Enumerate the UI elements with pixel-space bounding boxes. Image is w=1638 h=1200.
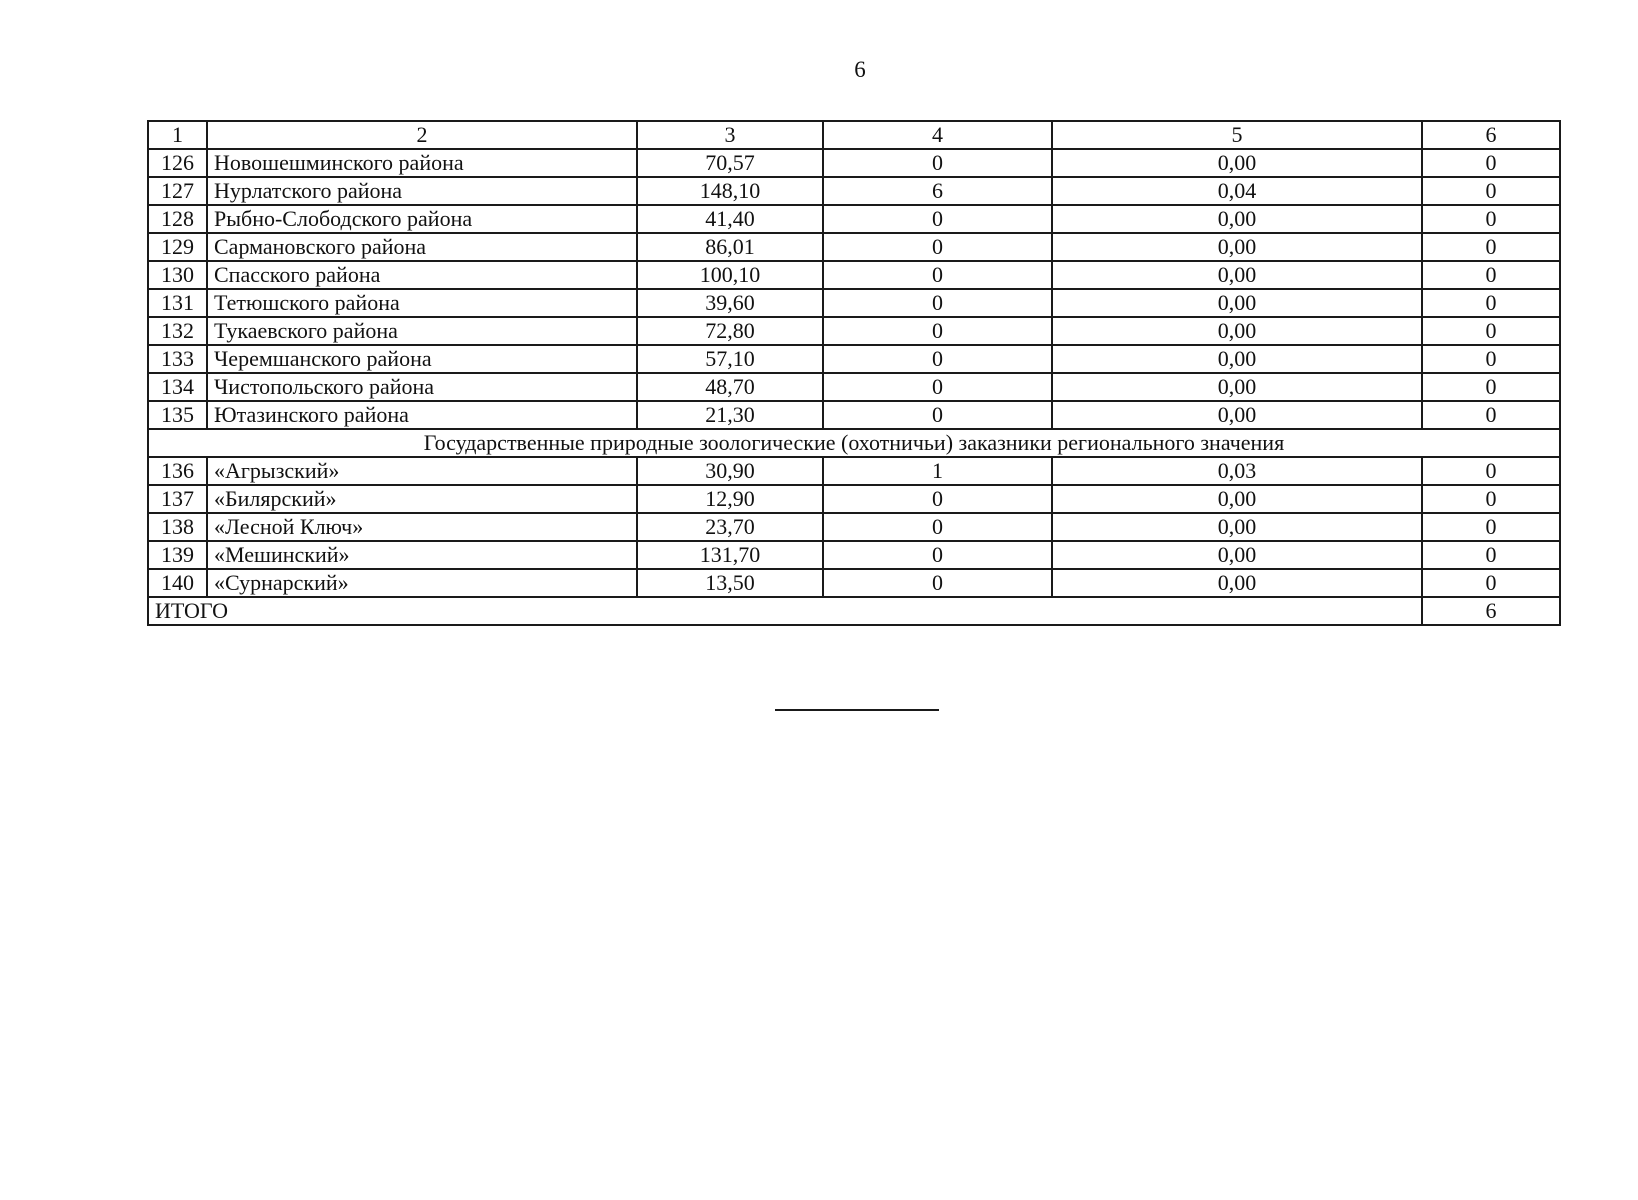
row-name: Тетюшского района: [207, 289, 637, 317]
row-col-5: 0,00: [1052, 401, 1422, 429]
row-name: Рыбно-Слободского района: [207, 205, 637, 233]
row-col-4: 0: [823, 569, 1052, 597]
row-name: «Лесной Ключ»: [207, 513, 637, 541]
table-row: [148, 317, 1560, 345]
row-col-6: 0: [1422, 289, 1560, 317]
row-col-5: 0,00: [1052, 345, 1422, 373]
row-col-6: 0: [1422, 457, 1560, 485]
total-row: [148, 597, 1560, 625]
row-col-3: 70,57: [637, 149, 823, 177]
header-row: [148, 121, 1560, 149]
section-title: Государственные природные зоологические (охотничьи) заказники регионального значения: [148, 429, 1560, 457]
row-col-3: 148,10: [637, 177, 823, 205]
row-number: 133: [148, 345, 207, 373]
row-number: 128: [148, 205, 207, 233]
row-col-3: 21,30: [637, 401, 823, 429]
row-col-4: 0: [823, 317, 1052, 345]
row-number: 138: [148, 513, 207, 541]
table-row: [148, 541, 1560, 569]
row-col-6: 0: [1422, 373, 1560, 401]
header-cell-6: 6: [1422, 121, 1560, 149]
row-name: Сармановского района: [207, 233, 637, 261]
row-col-5: 0,00: [1052, 289, 1422, 317]
table-row: [148, 401, 1560, 429]
total-value: 6: [1422, 597, 1560, 625]
row-col-5: 0,00: [1052, 233, 1422, 261]
table-row: [148, 261, 1560, 289]
table-row: [148, 485, 1560, 513]
row-col-4: 0: [823, 149, 1052, 177]
row-col-4: 0: [823, 261, 1052, 289]
row-col-5: 0,00: [1052, 373, 1422, 401]
row-col-5: 0,00: [1052, 485, 1422, 513]
row-name: Новошешминского района: [207, 149, 637, 177]
table-row: [148, 289, 1560, 317]
row-name: «Мешинский»: [207, 541, 637, 569]
data-table: [147, 120, 1561, 626]
row-col-6: 0: [1422, 317, 1560, 345]
row-col-3: 72,80: [637, 317, 823, 345]
row-name: Чистопольского района: [207, 373, 637, 401]
row-col-3: 48,70: [637, 373, 823, 401]
header-cell-1: 1: [148, 121, 207, 149]
row-number: 130: [148, 261, 207, 289]
row-name: Ютазинского района: [207, 401, 637, 429]
row-col-4: 0: [823, 289, 1052, 317]
row-number: 137: [148, 485, 207, 513]
row-name: «Сурнарский»: [207, 569, 637, 597]
row-col-3: 41,40: [637, 205, 823, 233]
row-number: 126: [148, 149, 207, 177]
row-col-3: 12,90: [637, 485, 823, 513]
row-col-4: 0: [823, 233, 1052, 261]
row-col-4: 0: [823, 345, 1052, 373]
row-name: Нурлатского района: [207, 177, 637, 205]
row-col-3: 13,50: [637, 569, 823, 597]
row-name: Черемшанского района: [207, 345, 637, 373]
table-row: [148, 373, 1560, 401]
row-col-3: 100,10: [637, 261, 823, 289]
row-name: «Билярский»: [207, 485, 637, 513]
row-col-3: 23,70: [637, 513, 823, 541]
row-number: 140: [148, 569, 207, 597]
row-number: 139: [148, 541, 207, 569]
table-row: [148, 513, 1560, 541]
row-col-4: 1: [823, 457, 1052, 485]
row-number: 136: [148, 457, 207, 485]
row-name: «Агрызский»: [207, 457, 637, 485]
row-name: Спасского района: [207, 261, 637, 289]
row-col-5: 0,00: [1052, 569, 1422, 597]
row-col-6: 0: [1422, 149, 1560, 177]
row-col-3: 57,10: [637, 345, 823, 373]
row-col-6: 0: [1422, 401, 1560, 429]
row-col-5: 0,00: [1052, 149, 1422, 177]
row-number: 131: [148, 289, 207, 317]
table-body: [148, 121, 1560, 625]
row-col-6: 0: [1422, 513, 1560, 541]
row-col-4: 0: [823, 205, 1052, 233]
row-col-4: 0: [823, 373, 1052, 401]
row-col-6: 0: [1422, 205, 1560, 233]
row-col-6: 0: [1422, 569, 1560, 597]
table-row: [148, 149, 1560, 177]
row-col-6: 0: [1422, 541, 1560, 569]
row-number: 134: [148, 373, 207, 401]
row-number: 127: [148, 177, 207, 205]
row-col-5: 0,00: [1052, 261, 1422, 289]
table-row: [148, 177, 1560, 205]
row-col-4: 0: [823, 401, 1052, 429]
table-row: [148, 233, 1560, 261]
row-col-6: 0: [1422, 485, 1560, 513]
table-row: [148, 205, 1560, 233]
row-name: Тукаевского района: [207, 317, 637, 345]
row-number: 129: [148, 233, 207, 261]
row-col-3: 131,70: [637, 541, 823, 569]
row-col-4: 0: [823, 513, 1052, 541]
row-col-4: 0: [823, 485, 1052, 513]
header-cell-4: 4: [823, 121, 1052, 149]
header-cell-5: 5: [1052, 121, 1422, 149]
row-col-4: 0: [823, 541, 1052, 569]
table-row: [148, 457, 1560, 485]
row-col-6: 0: [1422, 261, 1560, 289]
page-number: 6: [854, 57, 866, 82]
header-cell-3: 3: [637, 121, 823, 149]
row-col-6: 0: [1422, 345, 1560, 373]
table-row: [148, 345, 1560, 373]
row-col-5: 0,03: [1052, 457, 1422, 485]
row-col-5: 0,00: [1052, 541, 1422, 569]
row-col-3: 86,01: [637, 233, 823, 261]
row-col-6: 0: [1422, 233, 1560, 261]
end-rule: [775, 709, 939, 711]
row-col-5: 0,00: [1052, 317, 1422, 345]
row-number: 135: [148, 401, 207, 429]
row-col-3: 39,60: [637, 289, 823, 317]
row-number: 132: [148, 317, 207, 345]
row-col-4: 6: [823, 177, 1052, 205]
row-col-3: 30,90: [637, 457, 823, 485]
total-label: ИТОГО: [148, 597, 1422, 625]
row-col-5: 0,00: [1052, 513, 1422, 541]
row-col-5: 0,04: [1052, 177, 1422, 205]
header-cell-2: 2: [207, 121, 637, 149]
row-col-6: 0: [1422, 177, 1560, 205]
section-row: [148, 429, 1560, 457]
row-col-5: 0,00: [1052, 205, 1422, 233]
table-row: [148, 569, 1560, 597]
